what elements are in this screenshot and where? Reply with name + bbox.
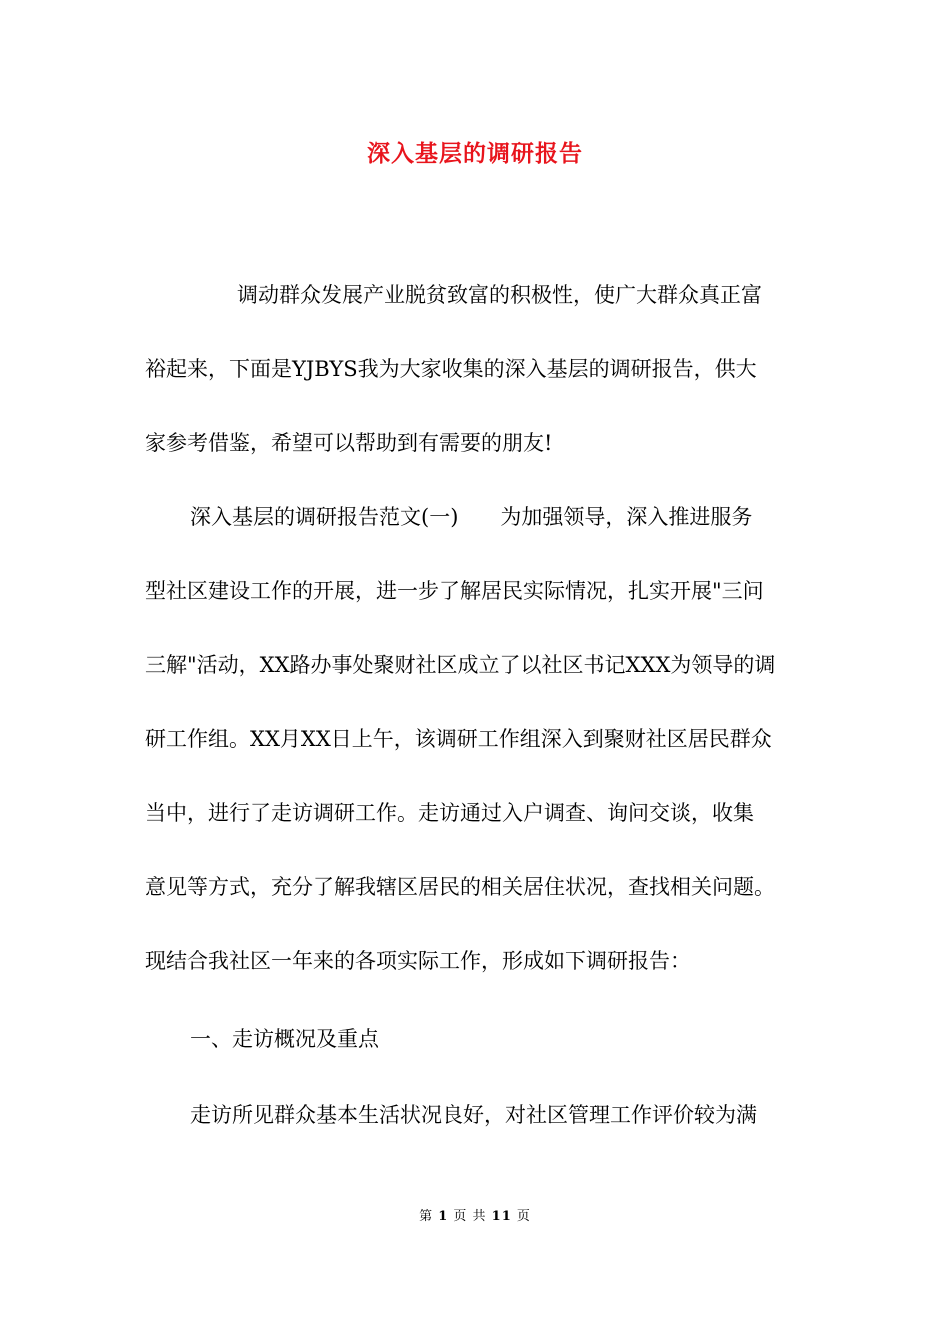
body-line: 裕起来，下面是YJBYS我为大家收集的深入基层的调研报告，供大 <box>145 357 757 381</box>
body-line: 家参考借鉴，希望可以帮助到有需要的朋友! <box>145 431 553 455</box>
body-line: 当中，进行了走访调研工作。走访通过入户调查、询问交谈，收集 <box>145 801 754 825</box>
current-page-number: 1 <box>438 1209 449 1224</box>
body-line: 深入基层的调研报告范文(一) 为加强领导，深入推进服务 <box>190 505 753 529</box>
body-line: 三解"活动，XX路办事处聚财社区成立了以社区书记XXX为领导的调 <box>145 653 776 677</box>
body-line: 现结合我社区一年来的各项实际工作，形成如下调研报告： <box>145 949 691 973</box>
body-line: 意见等方式，充分了解我辖区居民的相关居住状况，查找相关问题。 <box>145 875 775 899</box>
footer-suffix: 页 <box>511 1209 531 1224</box>
body-line: 研工作组。XX月XX日上午，该调研工作组深入到聚财社区居民群众 <box>145 727 772 751</box>
footer-prefix: 第 <box>419 1209 439 1224</box>
section-heading: 一、走访概况及重点 <box>190 1027 379 1051</box>
body-line: 型社区建设工作的开展，进一步了解居民实际情况，扎实开展"三问 <box>145 579 764 603</box>
page-footer <box>0 1208 950 1226</box>
body-line: 调动群众发展产业脱贫致富的积极性，使广大群众真正富 <box>237 283 762 307</box>
footer-middle: 页 共 <box>448 1209 492 1224</box>
document-title: 深入基层的调研报告 <box>367 140 583 167</box>
body-line: 走访所见群众基本生活状况良好，对社区管理工作评价较为满 <box>190 1103 757 1127</box>
total-pages-number: 11 <box>491 1209 512 1224</box>
